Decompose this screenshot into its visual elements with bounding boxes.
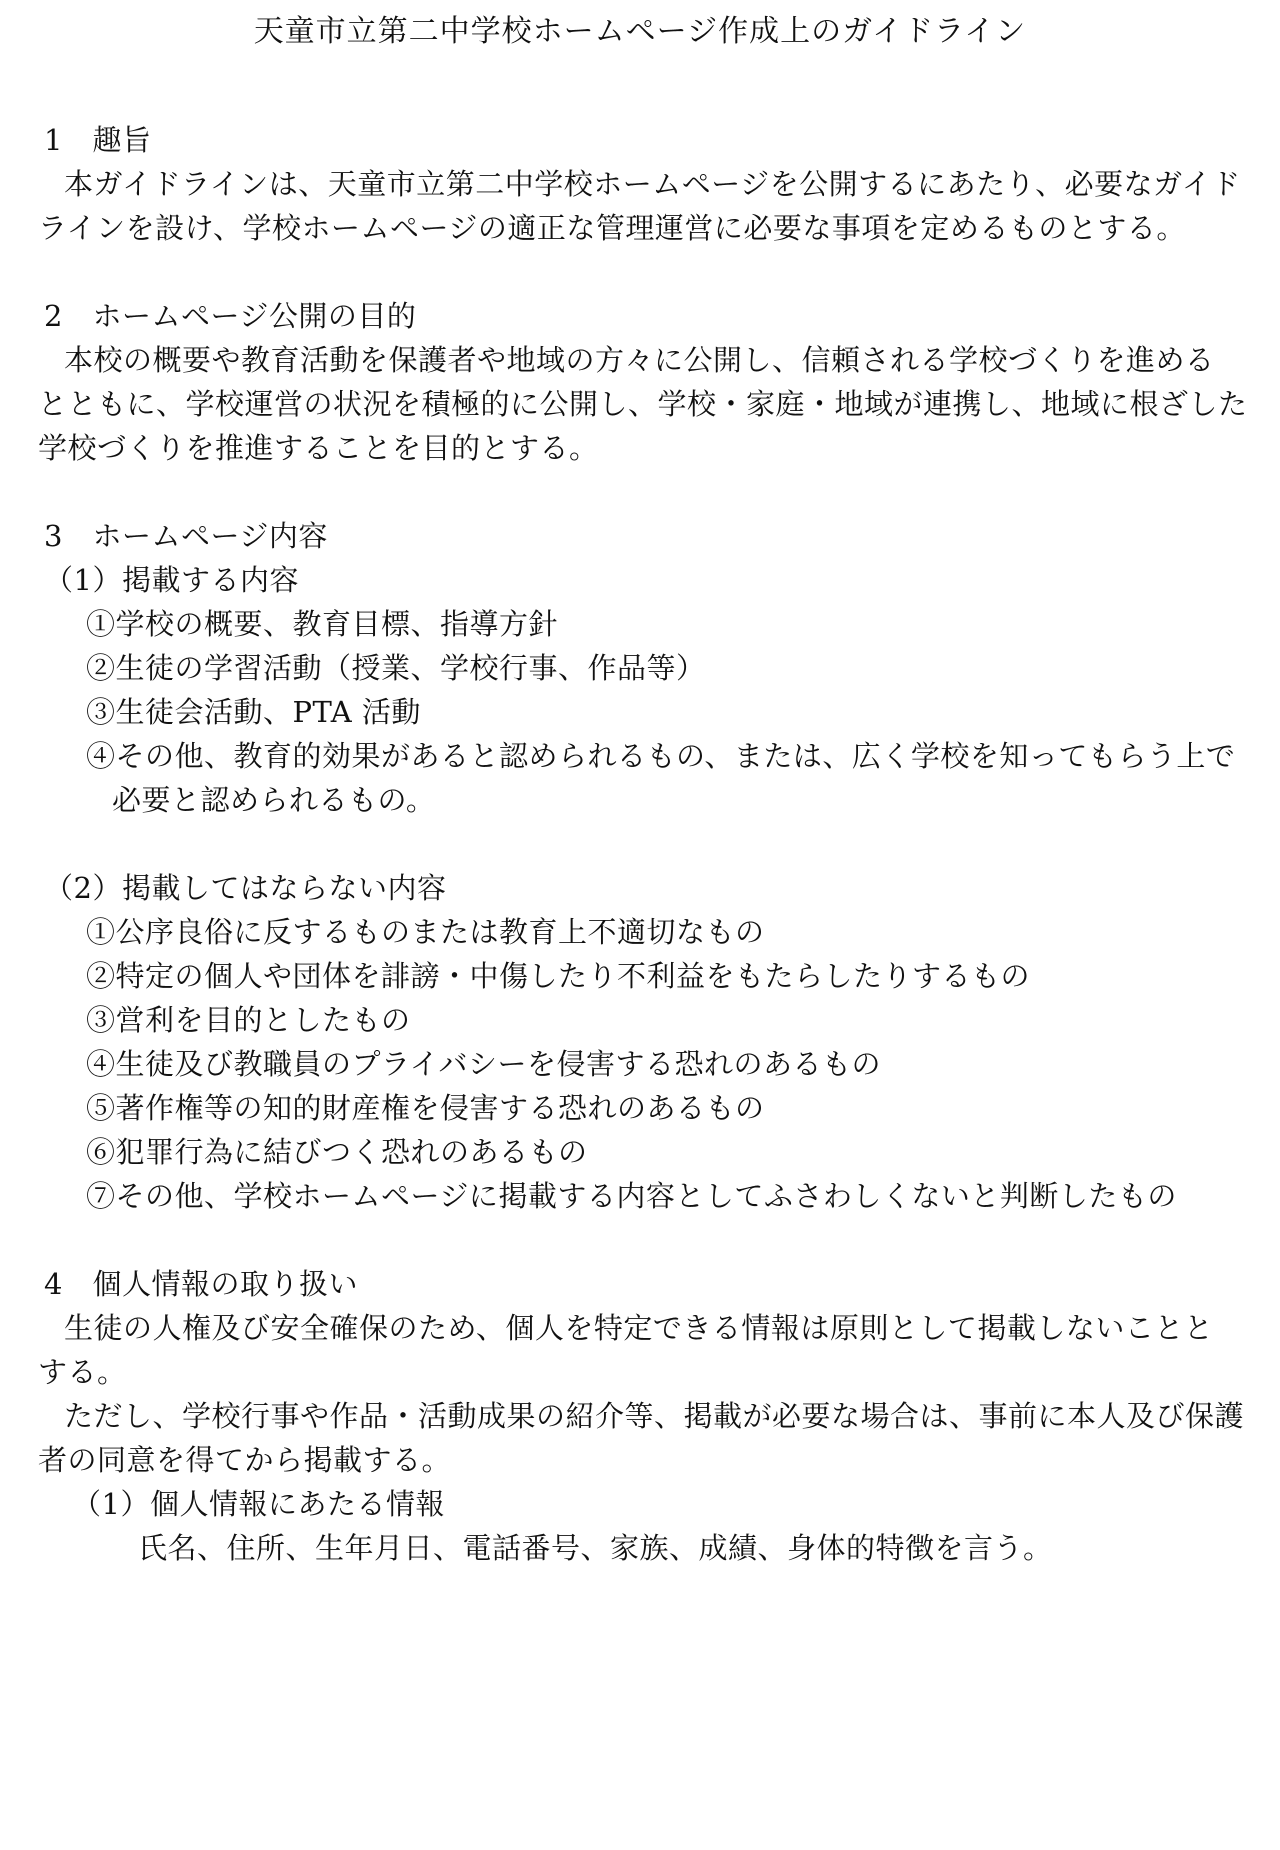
section-4-paragraph-line: ただし、学校行事や作品・活動成果の紹介等、掲載が必要な場合は、事前に本人及び保護 [64, 1399, 1245, 1433]
section-3-sub-2-heading: （2）掲載してはならない内容 [44, 871, 447, 905]
list-item: ④生徒及び教職員のプライバシーを侵害する恐れのあるもの [86, 1047, 882, 1081]
list-item: ⑥犯罪行為に結びつく恐れのあるもの [86, 1135, 588, 1169]
section-1-paragraph-line: 本ガイドラインは、天童市立第二中学校ホームページを公開するにあたり、必要なガイド [64, 167, 1241, 201]
list-item: ③営利を目的としたもの [86, 1003, 411, 1037]
list-item: ③生徒会活動、PTA 活動 [86, 695, 421, 729]
list-item: ④その他、教育的効果があると認められるもの、または、広く学校を知ってもらう上で [86, 739, 1236, 773]
list-item: ①公序良俗に反するものまたは教育上不適切なもの [86, 915, 765, 949]
section-2-paragraph-line: 学校づくりを推進することを目的とする。 [38, 431, 599, 465]
list-item: ①学校の概要、教育目標、指導方針 [86, 607, 559, 641]
section-2-paragraph-line: 本校の概要や教育活動を保護者や地域の方々に公開し、信頼される学校づくりを進める [64, 343, 1215, 377]
section-3-heading: 3 ホームページ内容 [44, 519, 328, 553]
section-4-sub-1-body: 氏名、住所、生年月日、電話番号、家族、成績、身体的特徴を言う。 [138, 1531, 1053, 1565]
list-item-continuation: 必要と認められるもの。 [112, 783, 436, 817]
section-4-paragraph-line: する。 [38, 1355, 127, 1389]
section-4-paragraph-line: 生徒の人権及び安全確保のため、個人を特定できる情報は原則として掲載しないことと [64, 1311, 1214, 1345]
list-item: ⑦その他、学校ホームページに掲載する内容としてふさわしくないと判断したもの [86, 1179, 1177, 1213]
section-4-sub-1-heading: （1）個人情報にあたる情報 [72, 1487, 445, 1521]
list-item: ②生徒の学習活動（授業、学校行事、作品等） [86, 651, 706, 685]
section-4-paragraph-line: 者の同意を得てから掲載する。 [38, 1443, 452, 1477]
section-2-paragraph-line: とともに、学校運営の状況を積極的に公開し、学校・家庭・地域が連携し、地域に根ざした [38, 387, 1248, 421]
section-1-paragraph-line: ラインを設け、学校ホームページの適正な管理運営に必要な事項を定めるものとする。 [38, 211, 1186, 245]
list-item: ⑤著作権等の知的財産権を侵害する恐れのあるもの [86, 1091, 765, 1125]
list-item: ②特定の個人や団体を誹謗・中傷したり不利益をもたらしたりするもの [86, 959, 1031, 993]
section-4-heading: 4 個人情報の取り扱い [44, 1267, 358, 1301]
section-1-heading: 1 趣旨 [44, 123, 152, 157]
section-2-heading: 2 ホームページ公開の目的 [44, 299, 417, 333]
page-title: 天童市立第二中学校ホームページ作成上のガイドライン [253, 14, 1027, 49]
section-3-sub-1-heading: （1）掲載する内容 [44, 563, 299, 597]
